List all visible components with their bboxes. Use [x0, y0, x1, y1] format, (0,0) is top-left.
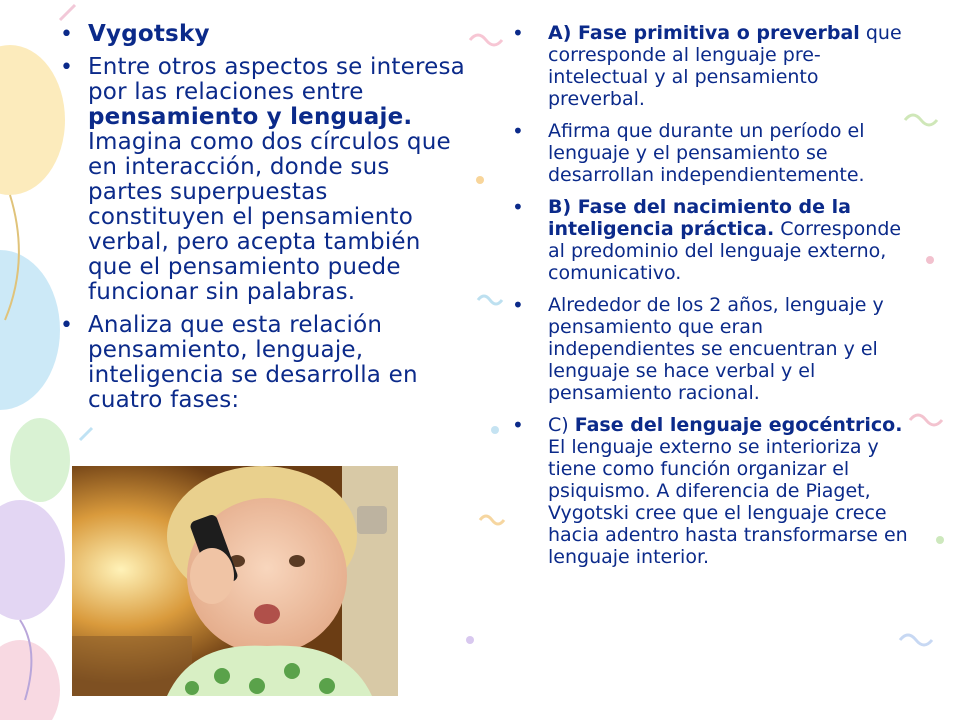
- list-item-fases: • Analiza que esta relación pensamiento, lenguaje, inteligencia se desarrolla en cuatro fases:: [60, 313, 465, 413]
- list-item-fase-a: • A) Fase primitiva o preverbal que corresponde al lenguaje pre-intelectual y al pensamiento preverbal.: [512, 22, 912, 110]
- right-bullet-list: [512, 22, 912, 578]
- list-item-relaciones: • Entre otros aspectos se interesa por las relaciones entre pensamiento y lenguaje. Imagina como dos círculos que en interacción, donde sus partes superpuestas constituyen el pensamiento verbal, pero acepta también que el pensamiento puede funcionar sin palabras.: [60, 55, 465, 305]
- list-item-fase-c: • C) Fase del lenguaje egocéntrico. El lenguaje externo se interioriza y tiene como función organizar el psiquismo. A diferencia de Piaget, Vygotski cree que el lenguaje crece hacia adentro hasta transformarse en lenguaje interior.: [512, 414, 912, 568]
- left-bullet-list: [60, 22, 465, 421]
- child-on-phone-photo: [72, 466, 398, 696]
- list-item-vygotsky: • Vygotsky: [60, 22, 465, 47]
- list-item-desarrollo-independiente: • Afirma que durante un período el lenguaje y el pensamiento se desarrollan independientemente.: [512, 120, 912, 186]
- list-item-fase-b: • B) Fase del nacimiento de la inteligencia práctica. Corresponde al predominio del lenguaje externo, comunicativo.: [512, 196, 912, 284]
- list-item-dos-anos: • Alrededor de los 2 años, lenguaje y pensamiento que eran independientes se encuentran y el lenguaje se hace verbal y el pensamiento racional.: [512, 294, 912, 404]
